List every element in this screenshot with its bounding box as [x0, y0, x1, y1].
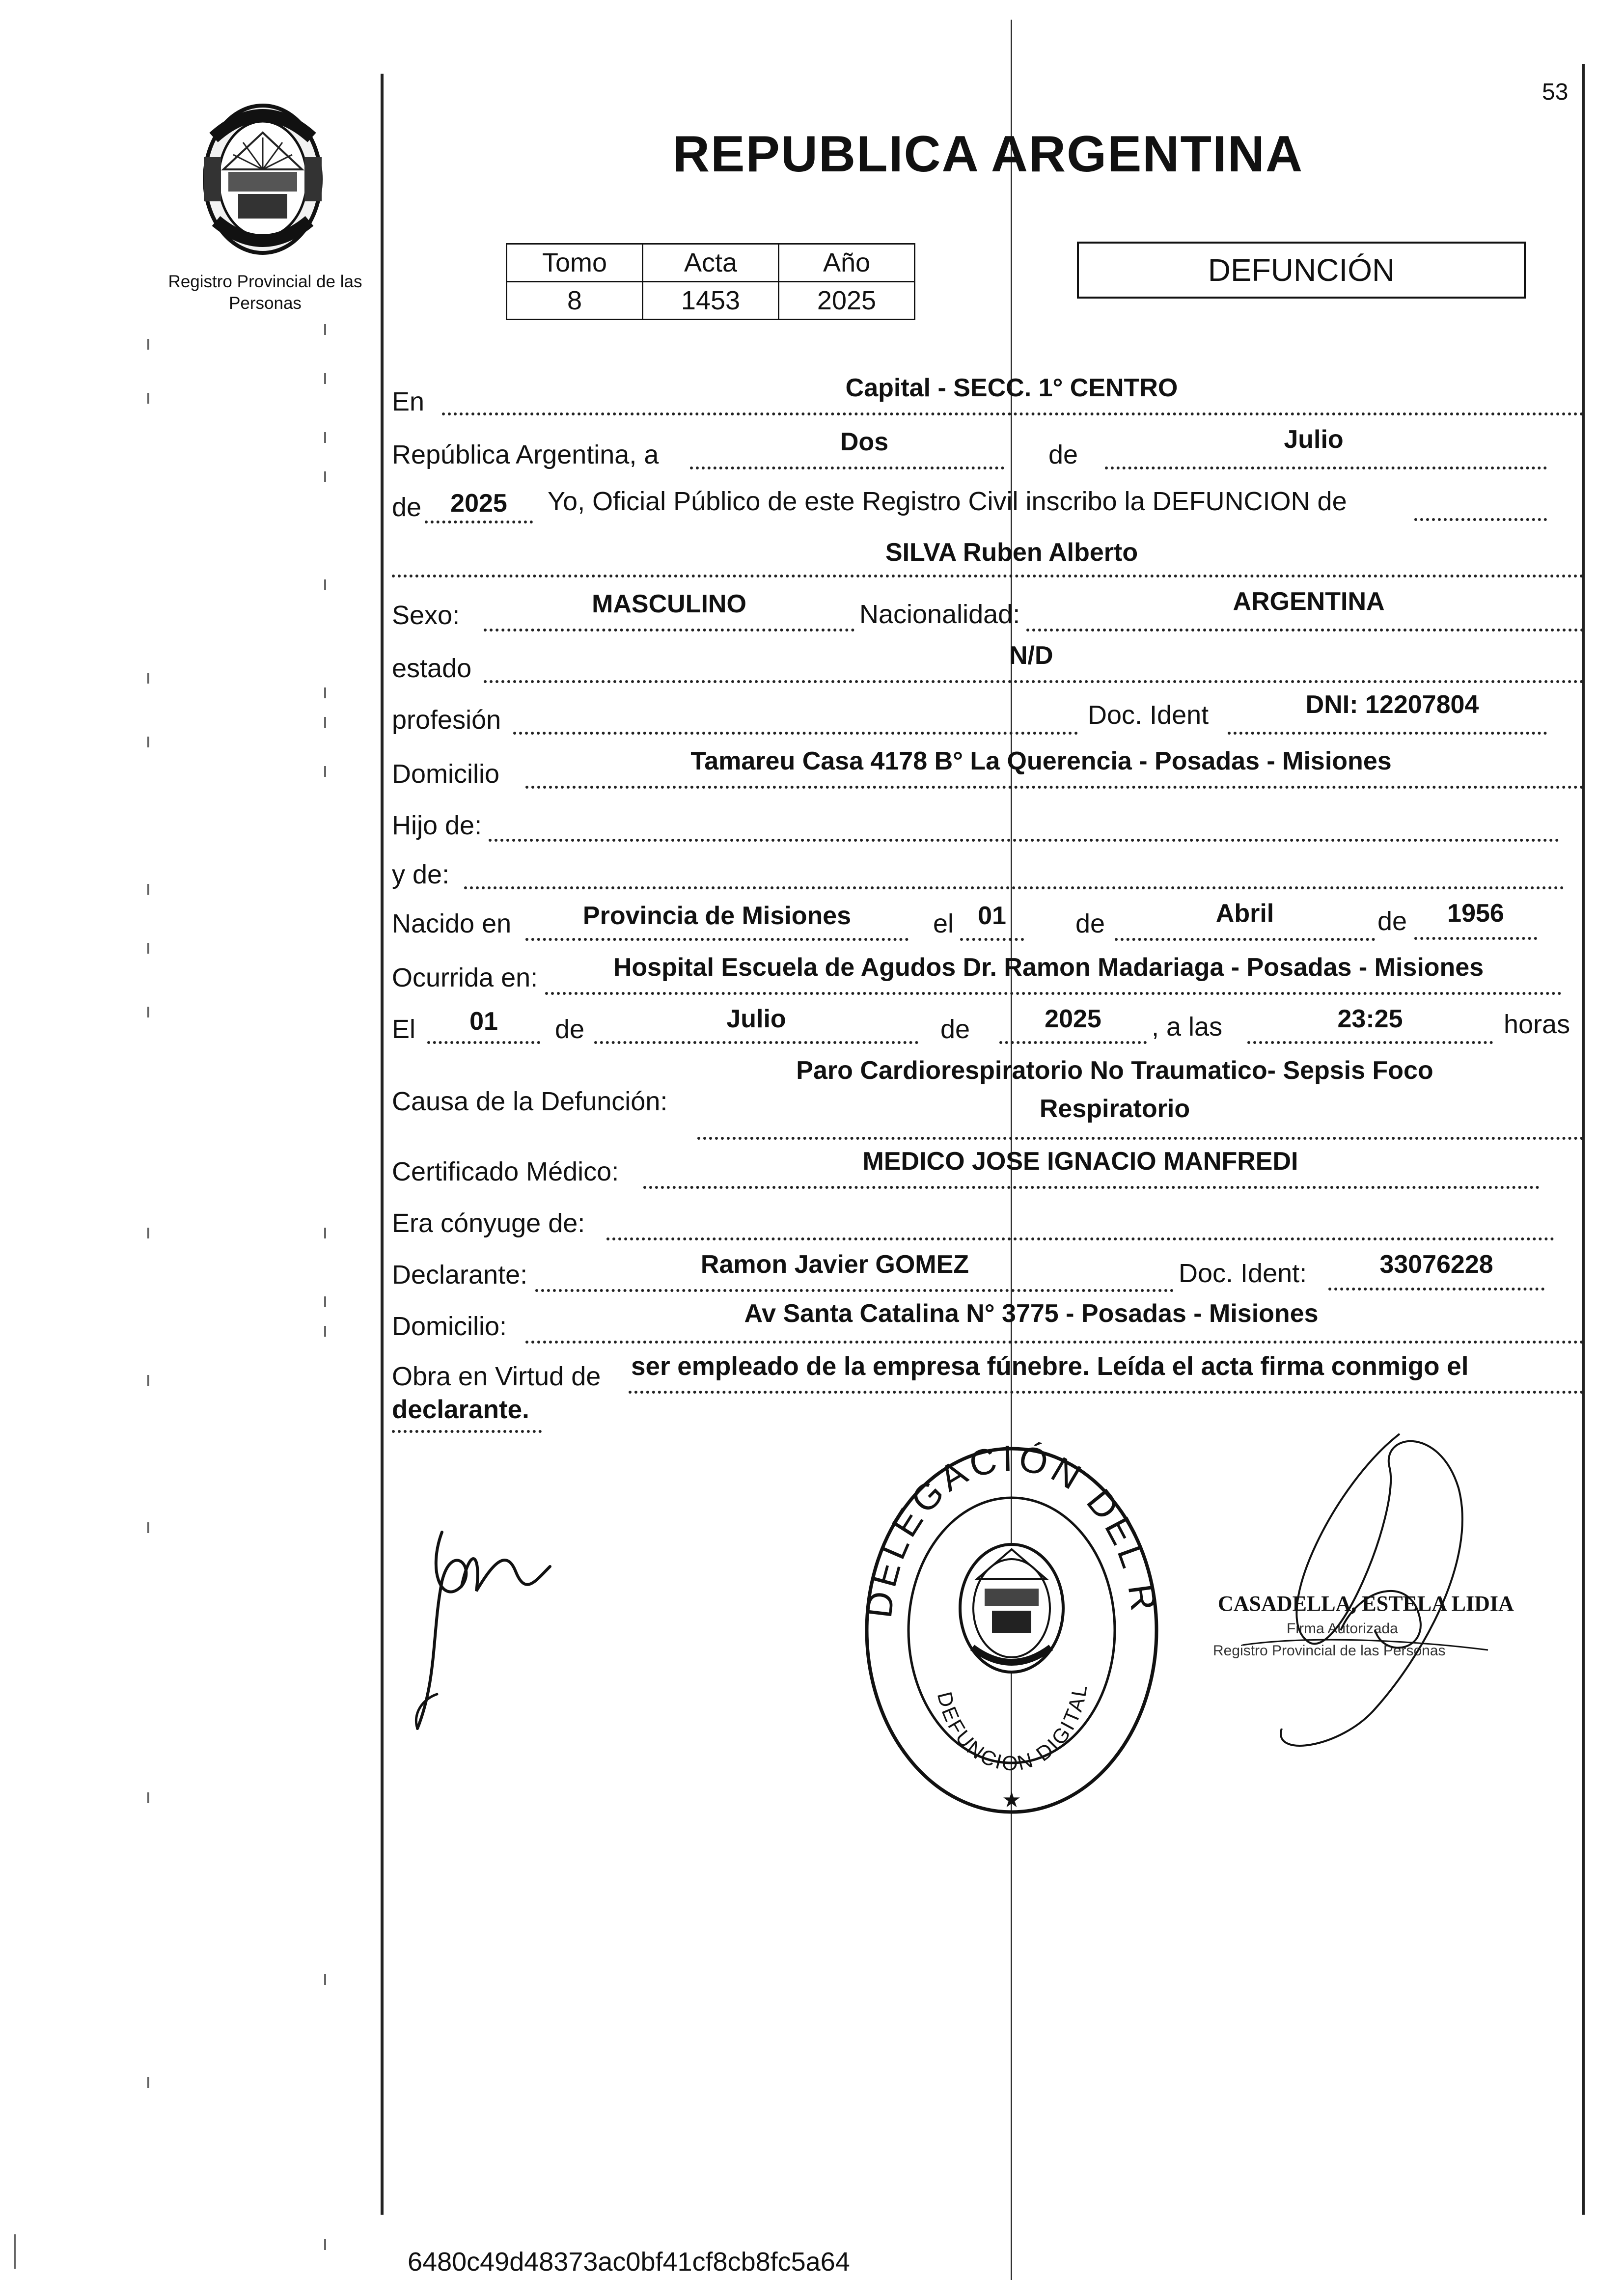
ocurrida-label: Ocurrida en: — [392, 963, 538, 992]
declarante-label: Declarante: — [392, 1260, 528, 1290]
table-value-tomo: 8 — [507, 282, 643, 320]
de4-label: de — [1377, 907, 1407, 936]
doc-ident2-label: Doc. Ident: — [1179, 1259, 1307, 1288]
el-label: el — [933, 909, 954, 938]
sexo-label: Sexo: — [392, 601, 460, 630]
domicilio2-value: Av Santa Catalina N° 3775 - Posadas - Misiones — [744, 1299, 1319, 1328]
en-label: En — [392, 387, 425, 416]
domicilio2-label: Domicilio: — [392, 1312, 507, 1341]
obra-value-2: declarante. — [392, 1395, 529, 1424]
death-year: 2025 — [1045, 1005, 1101, 1033]
certificado-value: MEDICO JOSE IGNACIO MANFREDI — [862, 1147, 1298, 1176]
nacido-value: Provincia de Misiones — [582, 902, 852, 930]
birth-day: 01 — [978, 902, 1006, 930]
republica-label: República Argentina, a — [392, 440, 659, 469]
table-header-ano: Año — [779, 244, 915, 282]
table-value-ano: 2025 — [779, 282, 915, 320]
horas-label: horas — [1504, 1010, 1570, 1039]
estado-value: N/D — [1009, 641, 1053, 670]
declarante-value: Ramon Javier GOMEZ — [700, 1250, 969, 1279]
el2-label: El — [392, 1015, 416, 1044]
margin-dash-marks-2 — [324, 0, 326, 2280]
nacido-label: Nacido en — [392, 909, 512, 938]
page-title: REPUBLICA ARGENTINA — [673, 126, 1304, 183]
birth-year: 1956 — [1447, 899, 1504, 928]
de6-label: de — [940, 1015, 970, 1044]
causa-line-1: Paro Cardiorespiratorio No Traumatico- Sepsis Foco — [796, 1056, 1433, 1085]
de3-label: de — [1075, 909, 1105, 938]
document-type-box: DEFUNCIÓN — [1077, 242, 1526, 299]
a-las-label: , a las — [1152, 1012, 1223, 1042]
nacionalidad-value: ARGENTINA — [1233, 587, 1385, 616]
table-header-tomo: Tomo — [507, 244, 643, 282]
y-de-field-line — [464, 857, 1564, 889]
causa-label: Causa de la Defunción: — [392, 1087, 668, 1116]
margin-dash-marks — [147, 0, 149, 2280]
margin-dash-marks-3 — [14, 2234, 16, 2274]
de-label: de — [1048, 440, 1078, 469]
table-value-acta: 1453 — [643, 282, 779, 320]
table-header-acta: Acta — [643, 244, 779, 282]
death-time: 23:25 — [1337, 1005, 1403, 1033]
registry-table — [506, 243, 915, 320]
conyuge-label: Era cónyuge de: — [392, 1209, 585, 1238]
document-hash: 6480c49d48373ac0bf41cf8cb8fc5a64 — [408, 2247, 850, 2277]
left-margin-rule — [381, 74, 384, 2215]
inscribo-field-line — [1414, 489, 1547, 521]
official-name: CASADELLA, ESTELA LIDIA — [1218, 1592, 1514, 1616]
death-day: 01 — [469, 1007, 498, 1036]
official-office: Registro Provincial de las Personas — [1213, 1643, 1446, 1659]
de2-label: de — [392, 493, 422, 522]
month-value: Julio — [1284, 425, 1344, 454]
ocurrida-value: Hospital Escuela de Agudos Dr. Ramon Madariaga - Posadas - Misiones — [613, 953, 1484, 982]
seal-emblem-icon — [960, 1544, 1063, 1672]
inscribo-text: Yo, Oficial Público de este Registro Civil inscribo la DEFUNCION de — [548, 487, 1347, 516]
causa-field-line — [697, 1107, 1584, 1140]
year-value: 2025 — [450, 489, 507, 518]
causa-line-2: Respiratorio — [1039, 1095, 1190, 1123]
death-month: Julio — [726, 1005, 786, 1033]
hijo-de-label: Hijo de: — [392, 811, 482, 840]
profesion-label: profesión — [392, 705, 501, 735]
hijo-de-field-line — [489, 809, 1559, 842]
svg-text:DEFUNCION DIGITAL — [933, 1681, 1092, 1775]
provincia-emblem-icon — [194, 98, 331, 260]
y-de-label: y de: — [392, 860, 450, 889]
declarante-signature — [408, 1512, 575, 1743]
domicilio-label: Domicilio — [392, 759, 500, 789]
profesion-field-line — [513, 702, 1078, 735]
domicilio-value: Tamareu Casa 4178 B° La Querencia - Posadas - Misiones — [690, 747, 1392, 775]
obra-value: ser empleado de la empresa fúnebre. Leída el acta firma conmigo el — [631, 1352, 1469, 1381]
estado-label: estado — [392, 654, 472, 683]
doc-ident2-value: 33076228 — [1379, 1250, 1493, 1279]
official-signature — [1213, 1414, 1557, 1797]
certificado-label: Certificado Médico: — [392, 1157, 619, 1186]
sexo-value: MASCULINO — [592, 590, 746, 618]
de5-label: de — [555, 1015, 585, 1044]
doc-ident-label: Doc. Ident — [1088, 700, 1209, 730]
page-number: 53 — [1542, 79, 1569, 105]
obra-label: Obra en Virtud de — [392, 1362, 601, 1391]
day-value: Dos — [840, 428, 889, 456]
deceased-name: SILVA Ruben Alberto — [885, 538, 1138, 567]
nacionalidad-label: Nacionalidad: — [859, 600, 1020, 629]
seal-inner-text: DEFUNCION DIGITAL — [933, 1681, 1092, 1775]
seal-star-icon: ★ — [1002, 1788, 1021, 1812]
en-value: Capital - SECC. 1° CENTRO — [845, 374, 1178, 402]
seal-ring-text: DELEGACIÓN DEL REGISTRO DE LAS PERSONAS — [846, 1408, 1165, 1621]
official-role: Firma Autorizada — [1287, 1621, 1398, 1637]
registry-seal — [846, 1408, 1165, 1814]
registry-label: Registro Provincial de las Personas — [168, 272, 362, 313]
doc-ident-value: DNI: 12207804 — [1305, 690, 1479, 719]
conyuge-field-line — [606, 1208, 1554, 1240]
birth-month: Abril — [1215, 899, 1274, 928]
